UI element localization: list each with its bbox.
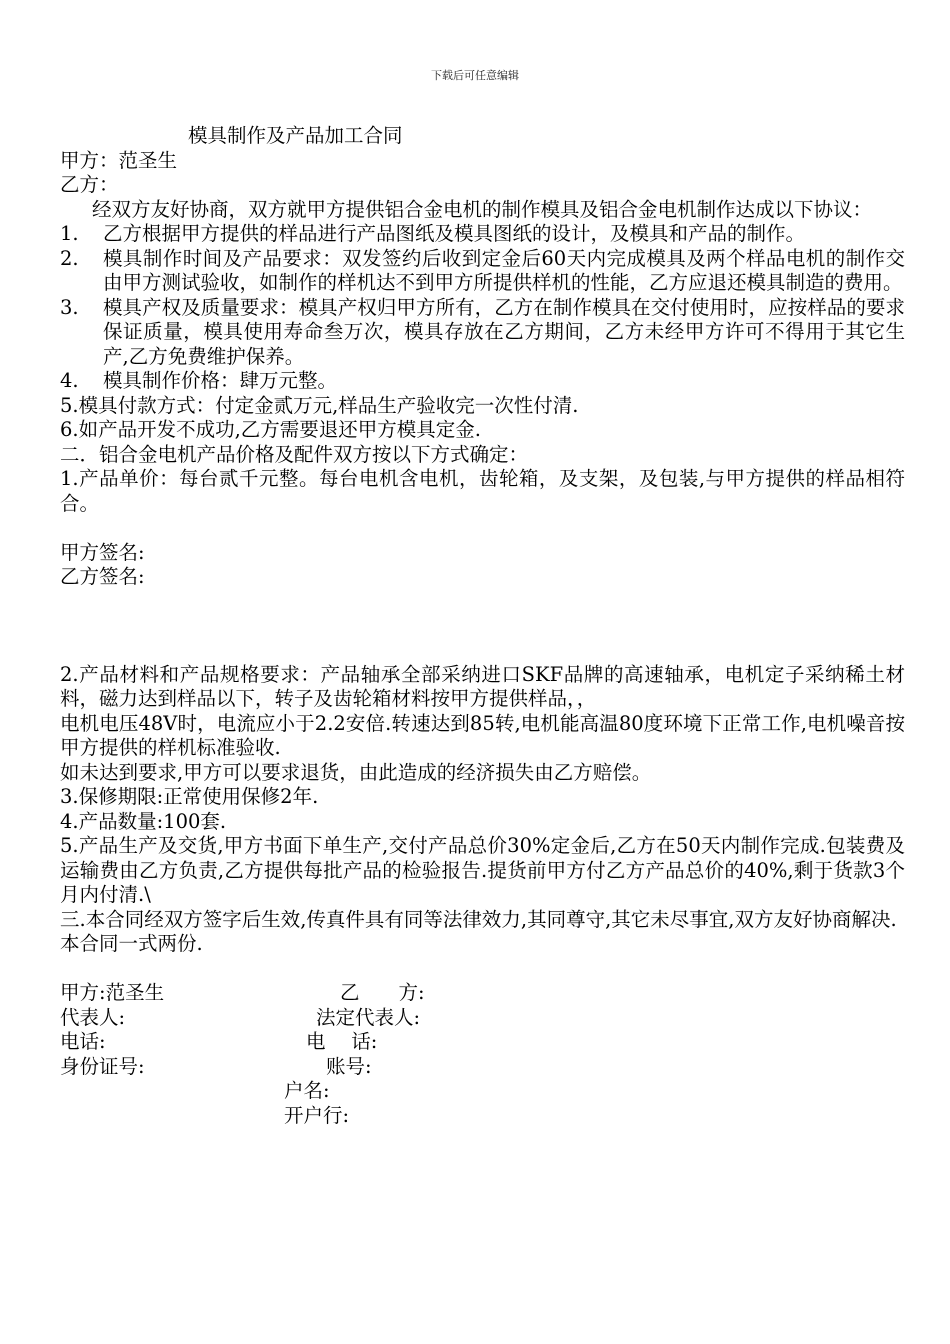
party-b-signature-label: 乙方签名: xyxy=(60,565,145,588)
refund-line: 6.如产品开发不成功,乙方需要退还甲方模具定金. xyxy=(60,418,482,441)
spacer xyxy=(60,590,905,663)
party-a-line: 甲方：范圣生 xyxy=(60,148,178,172)
list-item xyxy=(60,369,905,394)
list-item-number: 3. xyxy=(60,295,79,319)
list-item xyxy=(60,222,905,247)
document-title: 模具制作及产品加工合同 xyxy=(188,124,403,147)
signature-a-id-number: 身份证号: xyxy=(60,1054,145,1078)
list-item-number: 2. xyxy=(60,246,79,270)
header-note: 下载后可任意编辑 xyxy=(431,69,519,82)
warranty-item: 3.保修期限:正常使用保修2年. xyxy=(60,785,319,808)
copies-line: 本合同一式两份. xyxy=(60,932,203,955)
contract-document xyxy=(60,124,905,1151)
signature-b-phone: 电 话: xyxy=(306,1030,378,1053)
list-item-number: 1. xyxy=(60,222,79,245)
section-two-heading: 二．铝合金电机产品价格及配件双方按以下方式确定： xyxy=(60,442,529,466)
intro-paragraph: 经双方友好协商，双方就甲方提供铝合金电机的制作模具及铝合金电机制作达成以下协议： xyxy=(92,197,873,221)
unit-price-item: 1.产品单价：每台贰千元整。每台电机含电机，齿轮箱，及支架，及包装,与甲方提供的样品相符合。 xyxy=(60,467,905,515)
signature-b-legal-representative: 法定代表人: xyxy=(316,1005,421,1029)
material-spec-item: 2.产品材料和产品规格要求：产品轴承全部采纳进口SKF品牌的高速轴承，电机定子采纳稀土材料，磁力达到样品以下，转子及齿轮箱材料按甲方提供样品，， xyxy=(60,662,905,710)
list-item-number: 4. xyxy=(60,369,79,392)
signature-b-account: 账号: xyxy=(326,1054,372,1078)
party-a-signature-label: 甲方签名: xyxy=(60,540,145,564)
list-item-text: 模具产权及质量要求：模具产权归甲方所有，乙方在制作模具在交付使用时，应按样品的要求保证质量，模具使用寿命叁万次，模具存放在乙方期间，乙方未经甲方许可不得用于其它生产,乙方免费维护保养。 xyxy=(103,295,905,368)
signature-a-phone: 电话: xyxy=(60,1030,106,1053)
signature-b-bank: 开户行: xyxy=(284,1103,350,1127)
spacer xyxy=(60,957,905,982)
list-item xyxy=(60,247,905,296)
party-b-line: 乙方： xyxy=(60,173,119,196)
list-item-text: 模具制作价格：肆万元整。 xyxy=(103,369,338,392)
return-policy-line: 如未达到要求,甲方可以要求退货，由此造成的经济损失由乙方赔偿。 xyxy=(60,760,652,784)
quantity-item: 4.产品数量:100套. xyxy=(60,809,227,833)
spacer xyxy=(60,516,905,541)
signature-block xyxy=(60,981,905,1151)
payment-method-line: 5.模具付款方式：付定金贰万元,样品生产验收完一次性付清. xyxy=(60,393,579,417)
section-three: 三.本合同经双方签字后生效,传真件具有同等法律效力,其同尊守,其它未尽事宜,双方友好协商解决. xyxy=(60,907,897,931)
signature-party-b: 乙 方: xyxy=(340,981,425,1004)
list-item-text: 模具制作时间及产品要求：双发签约后收到定金后60天内完成模具及两个样品电机的制作交由甲方测试验收，如制作的样机达不到甲方所提供样机的性能，乙方应退还模具制造的费用。 xyxy=(103,246,905,294)
signature-party-a: 甲方:范圣生 xyxy=(60,981,165,1004)
signature-a-representative: 代表人: xyxy=(60,1005,126,1029)
list-item xyxy=(60,296,905,370)
voltage-spec-item: 电机电压48V时，电流应小于2.2安倍.转速达到85转,电机能高温80度环境下正常工作,电机噪音按甲方提供的样机标准验收. xyxy=(60,711,905,759)
signature-b-account-name: 户名: xyxy=(284,1079,330,1102)
delivery-item: 5.产品生产及交货,甲方书面下单生产,交付产品总价30%定金后,乙方在50天内制作完成.包装费及运输费由乙方负责,乙方提供每批产品的检验报告.提货前甲方付乙方产品总价的40%,剩于货款3个月内付清.\ xyxy=(60,834,905,906)
list-item-text: 乙方根据甲方提供的样品进行产品图纸及模具图纸的设计，及模具和产品的制作。 xyxy=(103,222,806,245)
